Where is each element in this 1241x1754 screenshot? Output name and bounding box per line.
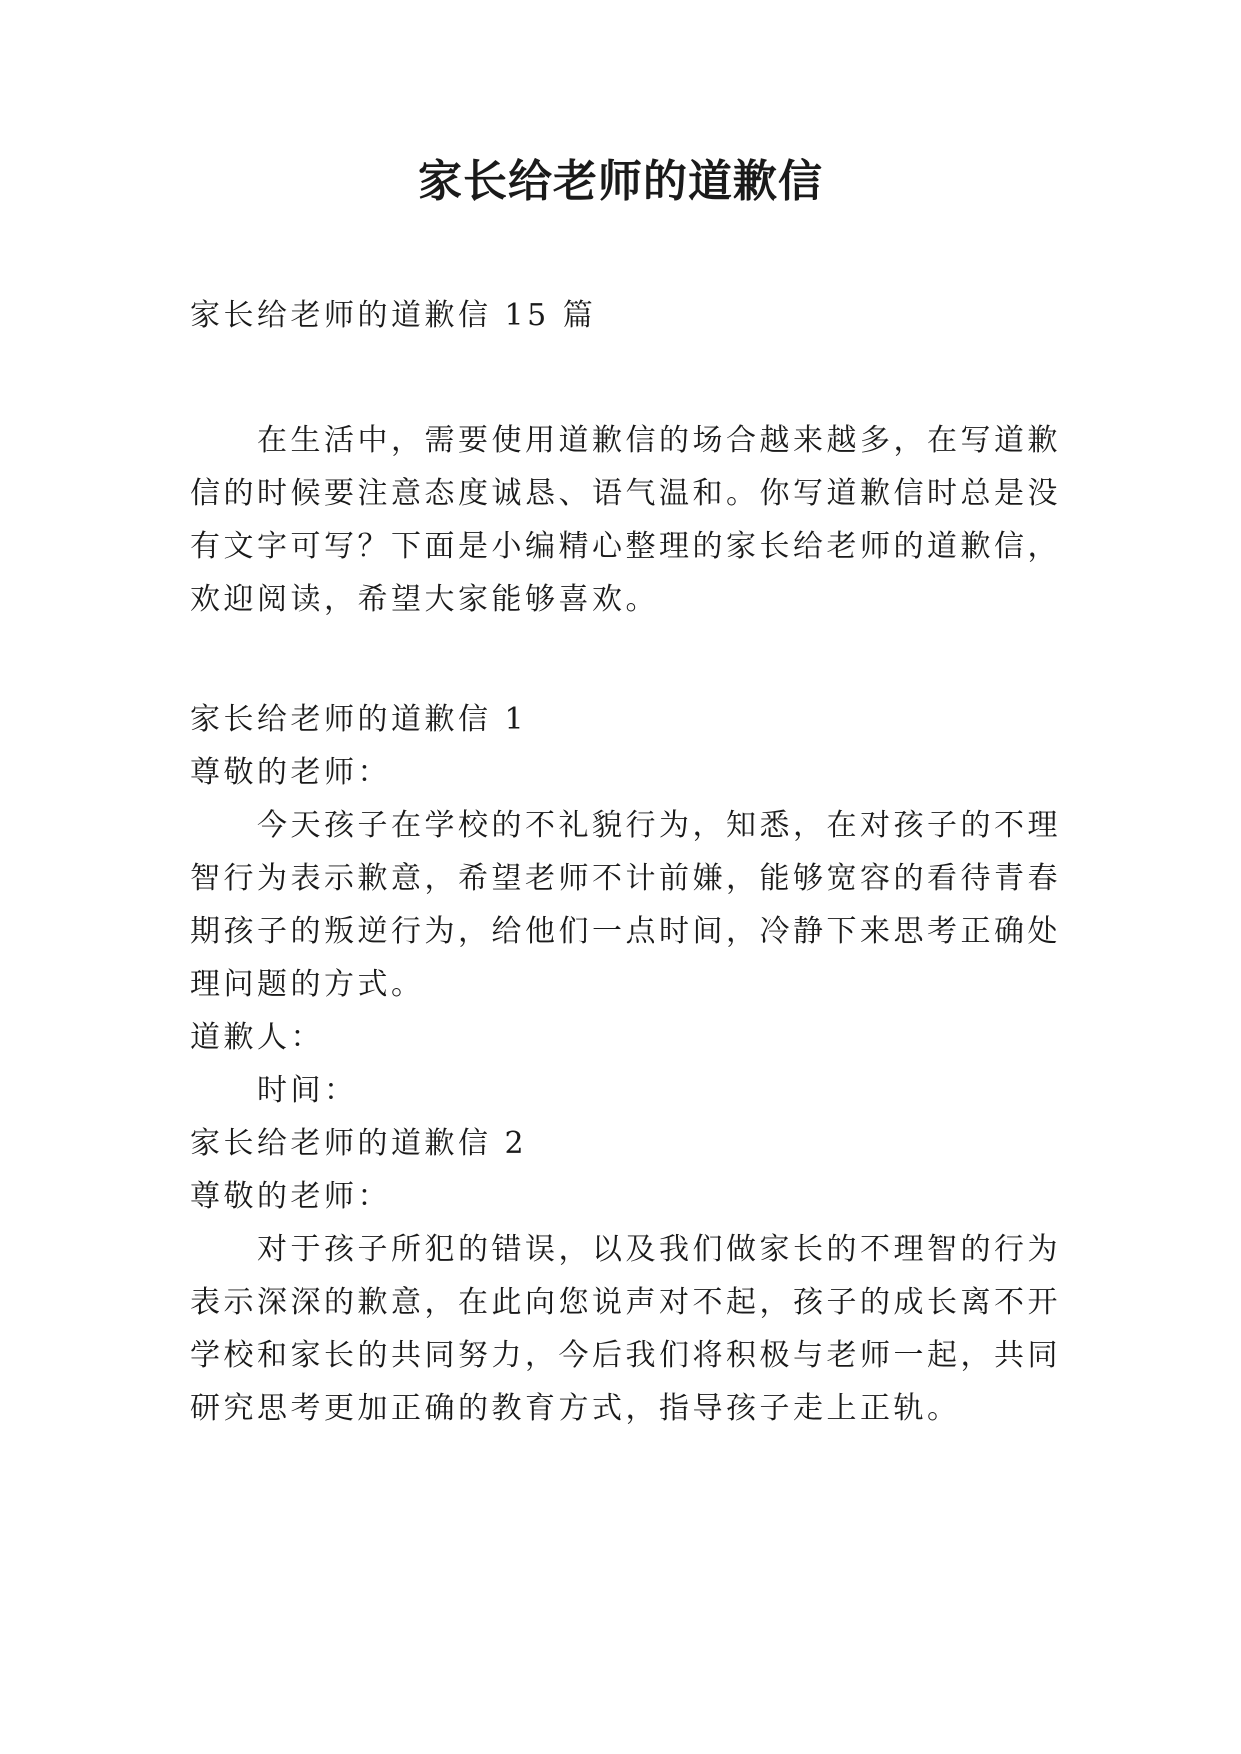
intro-line: 信的时候要注意态度诚恳、语气温和。你写道歉信时总是没 — [190, 476, 1061, 511]
document-title: 家长给老师的道歉信 — [418, 156, 823, 207]
letter2-salutation: 尊敬的老师： — [190, 1179, 391, 1214]
letter1-body-line: 今天孩子在学校的不礼貌行为，知悉，在对孩子的不理 — [257, 808, 1061, 843]
document-subtitle: 家长给老师的道歉信 15 篇 — [190, 298, 597, 333]
intro-line: 在生活中，需要使用道歉信的场合越来越多，在写道歉 — [257, 423, 1061, 458]
letter2-body-line: 学校和家长的共同努力，今后我们将积极与老师一起，共同 — [190, 1338, 1061, 1373]
letter1-salutation: 尊敬的老师： — [190, 755, 391, 790]
letter2-body-line: 研究思考更加正确的教育方式，指导孩子走上正轨。 — [190, 1391, 961, 1426]
letter2-body-line: 对于孩子所犯的错误，以及我们做家长的不理智的行为 — [257, 1232, 1061, 1267]
letter1-signature: 道歉人： — [190, 1020, 324, 1055]
intro-line: 有文字可写？下面是小编精心整理的家长给老师的道歉信， — [190, 529, 1061, 564]
intro-line: 欢迎阅读，希望大家能够喜欢。 — [190, 582, 659, 617]
letter1-body-line: 智行为表示歉意，希望老师不计前嫌，能够宽容的看待青春 — [190, 861, 1061, 896]
letter1-body-line: 期孩子的叛逆行为，给他们一点时间，冷静下来思考正确处 — [190, 914, 1061, 949]
letter2-body-line: 表示深深的歉意，在此向您说声对不起，孩子的成长离不开 — [190, 1285, 1061, 1320]
letter1-heading: 家长给老师的道歉信 1 — [190, 702, 528, 737]
letter2-heading: 家长给老师的道歉信 2 — [190, 1126, 528, 1161]
letter1-date: 时间： — [257, 1073, 358, 1108]
letter1-body-line: 理问题的方式。 — [190, 967, 425, 1002]
